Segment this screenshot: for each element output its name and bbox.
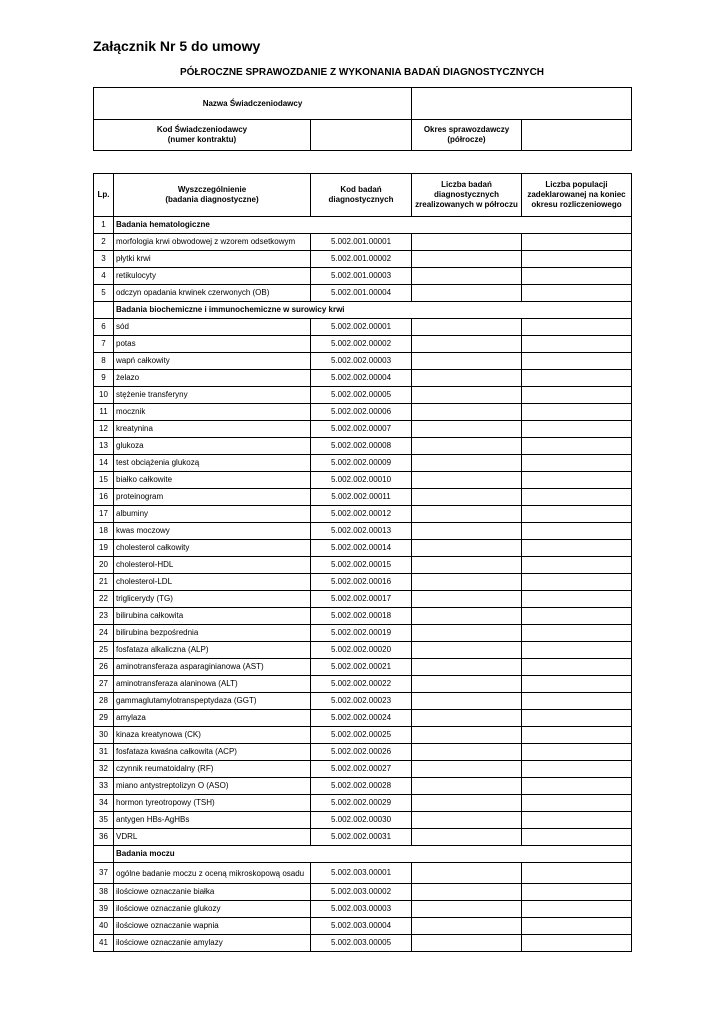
row-lp: 3 — [94, 251, 114, 268]
row-population-cell[interactable] — [522, 727, 632, 744]
table-row — [94, 319, 632, 336]
row-test-code: 5.002.002.00012 — [311, 506, 412, 523]
row-test-name: kwas moczowy — [114, 523, 311, 540]
period-field[interactable] — [522, 120, 632, 151]
row-lp: 40 — [94, 918, 114, 935]
row-count-cell[interactable] — [412, 863, 522, 884]
row-population-cell[interactable] — [522, 438, 632, 455]
row-population-cell[interactable] — [522, 901, 632, 918]
row-test-name: sód — [114, 319, 311, 336]
row-test-name: fosfataza alkaliczna (ALP) — [114, 642, 311, 659]
period-label: Okres sprawozdawczy (półrocze) — [412, 120, 522, 151]
row-population-cell[interactable] — [522, 710, 632, 727]
row-count-cell[interactable] — [412, 421, 522, 438]
row-lp: 30 — [94, 727, 114, 744]
table-row — [94, 608, 632, 625]
table-row — [94, 353, 632, 370]
row-test-code: 5.002.002.00013 — [311, 523, 412, 540]
row-test-code: 5.002.002.00026 — [311, 744, 412, 761]
row-population-cell[interactable] — [522, 625, 632, 642]
row-count-cell[interactable] — [412, 710, 522, 727]
table-row — [94, 761, 632, 778]
row-count-cell[interactable] — [412, 472, 522, 489]
row-lp: 11 — [94, 404, 114, 421]
row-count-cell[interactable] — [412, 370, 522, 387]
row-count-cell[interactable] — [412, 387, 522, 404]
row-test-name: mocznik — [114, 404, 311, 421]
row-population-cell[interactable] — [522, 608, 632, 625]
row-test-code: 5.002.002.00020 — [311, 642, 412, 659]
row-population-cell[interactable] — [522, 884, 632, 901]
row-test-code: 5.002.002.00004 — [311, 370, 412, 387]
row-test-code: 5.002.002.00015 — [311, 557, 412, 574]
col-header-code: Kod badań diagnostycznych — [311, 174, 412, 217]
table-row — [94, 268, 632, 285]
row-test-name: antygen HBs-AgHBs — [114, 812, 311, 829]
row-count-cell[interactable] — [412, 455, 522, 472]
row-lp: 13 — [94, 438, 114, 455]
row-lp: 24 — [94, 625, 114, 642]
row-population-cell[interactable] — [522, 863, 632, 884]
table-row — [94, 829, 632, 846]
row-test-code: 5.002.002.00017 — [311, 591, 412, 608]
table-row — [94, 676, 632, 693]
row-population-cell[interactable] — [522, 387, 632, 404]
row-count-cell[interactable] — [412, 234, 522, 251]
provider-code-field[interactable] — [311, 120, 412, 151]
row-population-cell[interactable] — [522, 489, 632, 506]
row-test-name: bilirubina całkowita — [114, 608, 311, 625]
table-row — [94, 693, 632, 710]
row-test-name: aminotransferaza asparaginianowa (AST) — [114, 659, 311, 676]
row-lp: 25 — [94, 642, 114, 659]
row-test-code: 5.002.001.00003 — [311, 268, 412, 285]
row-test-name: fosfataza kwaśna całkowita (ACP) — [114, 744, 311, 761]
row-lp: 23 — [94, 608, 114, 625]
row-count-cell[interactable] — [412, 591, 522, 608]
row-count-cell[interactable] — [412, 795, 522, 812]
row-count-cell[interactable] — [412, 523, 522, 540]
row-lp — [94, 302, 114, 319]
row-test-code: 5.002.002.00008 — [311, 438, 412, 455]
table-row — [94, 884, 632, 901]
row-count-cell[interactable] — [412, 404, 522, 421]
table-row — [94, 438, 632, 455]
row-test-code: 5.002.002.00024 — [311, 710, 412, 727]
table-row — [94, 901, 632, 918]
row-test-name: cholesterol całkowity — [114, 540, 311, 557]
row-test-name: ilościowe oznaczanie białka — [114, 884, 311, 901]
row-population-cell[interactable] — [522, 642, 632, 659]
row-test-name: ilościowe oznaczanie glukozy — [114, 901, 311, 918]
table-row — [94, 336, 632, 353]
row-lp: 29 — [94, 710, 114, 727]
table-row — [94, 387, 632, 404]
row-test-name: płytki krwi — [114, 251, 311, 268]
row-population-cell[interactable] — [522, 285, 632, 302]
row-lp: 12 — [94, 421, 114, 438]
section-row — [94, 217, 632, 234]
row-lp: 15 — [94, 472, 114, 489]
row-count-cell[interactable] — [412, 884, 522, 901]
table-row — [94, 727, 632, 744]
row-population-cell[interactable] — [522, 591, 632, 608]
row-population-cell[interactable] — [522, 251, 632, 268]
row-population-cell[interactable] — [522, 540, 632, 557]
row-count-cell[interactable] — [412, 608, 522, 625]
row-test-code: 5.002.002.00018 — [311, 608, 412, 625]
table-header-row — [94, 174, 632, 217]
row-lp: 36 — [94, 829, 114, 846]
row-population-cell[interactable] — [522, 370, 632, 387]
row-lp: 10 — [94, 387, 114, 404]
row-lp: 17 — [94, 506, 114, 523]
row-lp: 28 — [94, 693, 114, 710]
section-title: Badania moczu — [114, 846, 632, 863]
row-test-name: kreatynina — [114, 421, 311, 438]
row-test-name: wapń całkowity — [114, 353, 311, 370]
table-row — [94, 812, 632, 829]
row-test-code: 5.002.002.00002 — [311, 336, 412, 353]
section-title: Badania biochemiczne i immunochemiczne w surowicy krwi — [114, 302, 632, 319]
table-row — [94, 935, 632, 952]
row-count-cell[interactable] — [412, 935, 522, 952]
row-test-code: 5.002.002.00027 — [311, 761, 412, 778]
col-header-lp: Lp. — [94, 174, 114, 217]
row-test-name: miano antystreptolizyn O (ASO) — [114, 778, 311, 795]
table-row — [94, 540, 632, 557]
table-row — [94, 574, 632, 591]
table-row — [94, 489, 632, 506]
row-test-name: stężenie transferyny — [114, 387, 311, 404]
row-test-name: gammaglutamylotranspeptydaza (GGT) — [114, 693, 311, 710]
row-lp: 33 — [94, 778, 114, 795]
table-row — [94, 863, 632, 884]
row-test-code: 5.002.003.00005 — [311, 935, 412, 952]
row-population-cell[interactable] — [522, 506, 632, 523]
row-test-code: 5.002.003.00002 — [311, 884, 412, 901]
row-test-name: proteinogram — [114, 489, 311, 506]
row-population-cell[interactable] — [522, 472, 632, 489]
row-lp: 20 — [94, 557, 114, 574]
row-population-cell[interactable] — [522, 659, 632, 676]
row-lp: 21 — [94, 574, 114, 591]
row-lp: 2 — [94, 234, 114, 251]
row-lp: 26 — [94, 659, 114, 676]
row-count-cell[interactable] — [412, 676, 522, 693]
document-title: Załącznik Nr 5 do umowy — [93, 38, 261, 54]
row-test-name: cholesterol-LDL — [114, 574, 311, 591]
row-count-cell[interactable] — [412, 829, 522, 846]
row-test-code: 5.002.002.00019 — [311, 625, 412, 642]
row-lp: 31 — [94, 744, 114, 761]
row-count-cell[interactable] — [412, 693, 522, 710]
row-population-cell[interactable] — [522, 778, 632, 795]
row-test-name: żelazo — [114, 370, 311, 387]
provider-name-label: Nazwa Świadczeniodawcy — [94, 88, 412, 120]
row-population-cell[interactable] — [522, 935, 632, 952]
row-test-code: 5.002.002.00030 — [311, 812, 412, 829]
row-count-cell[interactable] — [412, 778, 522, 795]
table-row — [94, 404, 632, 421]
row-lp: 41 — [94, 935, 114, 952]
row-count-cell[interactable] — [412, 336, 522, 353]
row-lp: 8 — [94, 353, 114, 370]
row-lp: 5 — [94, 285, 114, 302]
row-lp: 6 — [94, 319, 114, 336]
row-lp: 34 — [94, 795, 114, 812]
row-count-cell[interactable] — [412, 251, 522, 268]
row-test-code: 5.002.003.00001 — [311, 863, 412, 884]
row-test-code: 5.002.003.00004 — [311, 918, 412, 935]
section-row — [94, 846, 632, 863]
row-count-cell[interactable] — [412, 727, 522, 744]
row-count-cell[interactable] — [412, 659, 522, 676]
row-test-name: ilościowe oznaczanie wapnia — [114, 918, 311, 935]
table-row — [94, 591, 632, 608]
row-population-cell[interactable] — [522, 234, 632, 251]
row-test-code: 5.002.002.00005 — [311, 387, 412, 404]
row-population-cell[interactable] — [522, 795, 632, 812]
row-count-cell[interactable] — [412, 744, 522, 761]
row-test-code: 5.002.002.00001 — [311, 319, 412, 336]
row-lp: 22 — [94, 591, 114, 608]
row-test-name: czynnik reumatoidalny (RF) — [114, 761, 311, 778]
row-test-code: 5.002.002.00003 — [311, 353, 412, 370]
row-test-name: test obciążenia glukozą — [114, 455, 311, 472]
row-count-cell[interactable] — [412, 319, 522, 336]
row-test-code: 5.002.002.00025 — [311, 727, 412, 744]
col-header-name: Wyszczególnienie (badania diagnostyczne) — [114, 174, 311, 217]
row-test-code: 5.002.002.00031 — [311, 829, 412, 846]
row-population-cell[interactable] — [522, 574, 632, 591]
table-row — [94, 370, 632, 387]
row-test-code: 5.002.002.00010 — [311, 472, 412, 489]
row-population-cell[interactable] — [522, 812, 632, 829]
table-row — [94, 472, 632, 489]
row-population-cell[interactable] — [522, 268, 632, 285]
row-test-code: 5.002.002.00011 — [311, 489, 412, 506]
row-test-name: odczyn opadania krwinek czerwonych (OB) — [114, 285, 311, 302]
table-row — [94, 918, 632, 935]
table-row — [94, 523, 632, 540]
row-count-cell[interactable] — [412, 625, 522, 642]
row-test-code: 5.002.002.00021 — [311, 659, 412, 676]
row-lp: 1 — [94, 217, 114, 234]
table-row — [94, 710, 632, 727]
row-test-name: cholesterol-HDL — [114, 557, 311, 574]
row-test-name: morfologia krwi obwodowej z wzorem odsetkowym — [114, 234, 311, 251]
row-population-cell[interactable] — [522, 693, 632, 710]
table-row — [94, 506, 632, 523]
row-count-cell[interactable] — [412, 489, 522, 506]
row-test-name: kinaza kreatynowa (CK) — [114, 727, 311, 744]
row-count-cell[interactable] — [412, 268, 522, 285]
row-population-cell[interactable] — [522, 336, 632, 353]
table-row — [94, 234, 632, 251]
row-count-cell[interactable] — [412, 812, 522, 829]
section-row — [94, 302, 632, 319]
col-header-population: Liczba populacji zadeklarowanej na koniec okresu rozliczeniowego — [522, 174, 632, 217]
row-test-code: 5.002.001.00004 — [311, 285, 412, 302]
row-test-name: ilościowe oznaczanie amylazy — [114, 935, 311, 952]
document-subtitle: PÓŁROCZNE SPRAWOZDANIE Z WYKONANIA BADAŃ DIAGNOSTYCZNYCH — [179, 67, 545, 78]
row-count-cell[interactable] — [412, 438, 522, 455]
row-lp: 35 — [94, 812, 114, 829]
table-row — [94, 659, 632, 676]
row-count-cell[interactable] — [412, 761, 522, 778]
table-row — [94, 557, 632, 574]
row-population-cell[interactable] — [522, 404, 632, 421]
row-count-cell[interactable] — [412, 574, 522, 591]
col-header-count: Liczba badań diagnostycznych zrealizowanych w półroczu — [412, 174, 522, 217]
table-row — [94, 744, 632, 761]
row-test-name: VDRL — [114, 829, 311, 846]
row-test-code: 5.002.001.00001 — [311, 234, 412, 251]
row-lp — [94, 846, 114, 863]
row-population-cell[interactable] — [522, 829, 632, 846]
table-row — [94, 778, 632, 795]
row-count-cell[interactable] — [412, 918, 522, 935]
row-population-cell[interactable] — [522, 353, 632, 370]
row-lp: 37 — [94, 863, 114, 884]
row-test-code: 5.002.002.00014 — [311, 540, 412, 557]
row-lp: 32 — [94, 761, 114, 778]
table-row — [94, 251, 632, 268]
row-population-cell[interactable] — [522, 523, 632, 540]
row-test-name: albuminy — [114, 506, 311, 523]
table-row — [94, 642, 632, 659]
row-lp: 38 — [94, 884, 114, 901]
row-lp: 14 — [94, 455, 114, 472]
row-test-name: białko całkowite — [114, 472, 311, 489]
row-population-cell[interactable] — [522, 455, 632, 472]
row-lp: 19 — [94, 540, 114, 557]
table-row — [94, 421, 632, 438]
row-lp: 39 — [94, 901, 114, 918]
row-test-code: 5.002.002.00007 — [311, 421, 412, 438]
row-population-cell[interactable] — [522, 918, 632, 935]
table-row — [94, 455, 632, 472]
row-count-cell[interactable] — [412, 901, 522, 918]
row-count-cell[interactable] — [412, 642, 522, 659]
row-test-name: potas — [114, 336, 311, 353]
row-test-code: 5.002.002.00028 — [311, 778, 412, 795]
row-test-name: ogólne badanie moczu z oceną mikroskopową osadu — [114, 863, 311, 884]
row-count-cell[interactable] — [412, 557, 522, 574]
row-test-name: hormon tyreotropowy (TSH) — [114, 795, 311, 812]
row-test-name: triglicerydy (TG) — [114, 591, 311, 608]
row-population-cell[interactable] — [522, 557, 632, 574]
row-test-code: 5.002.002.00009 — [311, 455, 412, 472]
row-test-code: 5.002.002.00023 — [311, 693, 412, 710]
row-test-code: 5.002.002.00029 — [311, 795, 412, 812]
row-test-code: 5.002.001.00002 — [311, 251, 412, 268]
provider-info-table — [93, 87, 632, 151]
row-lp: 27 — [94, 676, 114, 693]
row-test-code: 5.002.002.00006 — [311, 404, 412, 421]
row-lp: 4 — [94, 268, 114, 285]
section-title: Badania hematologiczne — [114, 217, 632, 234]
provider-name-field[interactable] — [412, 88, 632, 120]
table-row — [94, 795, 632, 812]
table-row — [94, 625, 632, 642]
row-population-cell[interactable] — [522, 761, 632, 778]
row-test-name: glukoza — [114, 438, 311, 455]
row-test-code: 5.002.002.00022 — [311, 676, 412, 693]
row-count-cell[interactable] — [412, 540, 522, 557]
diagnostics-table — [93, 173, 632, 952]
row-population-cell[interactable] — [522, 676, 632, 693]
row-population-cell[interactable] — [522, 319, 632, 336]
row-lp: 9 — [94, 370, 114, 387]
row-lp: 18 — [94, 523, 114, 540]
table-row — [94, 285, 632, 302]
row-test-code: 5.002.003.00003 — [311, 901, 412, 918]
row-lp: 16 — [94, 489, 114, 506]
row-test-name: bilirubina bezpośrednia — [114, 625, 311, 642]
row-test-name: aminotransferaza alaninowa (ALT) — [114, 676, 311, 693]
row-lp: 7 — [94, 336, 114, 353]
row-test-name: retikulocyty — [114, 268, 311, 285]
provider-code-label: Kod Świadczeniodawcy (numer kontraktu) — [94, 120, 311, 151]
row-population-cell[interactable] — [522, 421, 632, 438]
row-population-cell[interactable] — [522, 744, 632, 761]
row-count-cell[interactable] — [412, 353, 522, 370]
row-test-name: amylaza — [114, 710, 311, 727]
row-count-cell[interactable] — [412, 285, 522, 302]
row-count-cell[interactable] — [412, 506, 522, 523]
row-test-code: 5.002.002.00016 — [311, 574, 412, 591]
